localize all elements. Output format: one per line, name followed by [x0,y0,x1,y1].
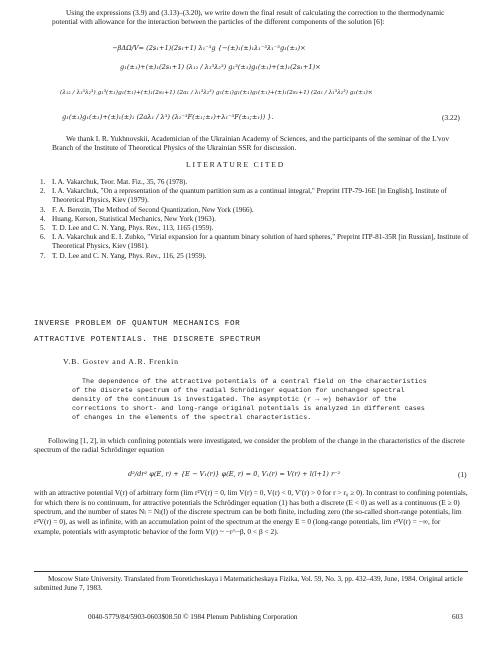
equation-1-number: (1) [458,470,467,479]
reference-list [40,178,480,261]
reference-item: 3. F. A. Berezin, The Method of Second Quantization, New York (1966). [40,205,254,214]
authors: V.B. Gostev and A.R. Frenkin [63,357,179,366]
intro-paragraph: Using the expressions (3.9) and (3.13)–(3.20), we write down the final result of calculating the correction to the thermodynamic potential with allowance for the interaction between the particles of the different components of the solution [6]: [52,8,445,27]
equation-3-22-number: (3.22) [442,113,460,122]
literature-cited-heading: LITERATURE CITED [186,160,286,169]
reference-item: 6. I. A. Vakarchuk and E. I. Zubko, "Virial expansion for a quantum binary solution of hard spheres," Preprint ITP-81-35R [in Russian], Institute of Theoretical Physics, Kiev (1981). [40,233,469,251]
reference-item: 7. T. D. Lee and C. N. Yang, Phys. Rev., 116, 25 (1959). [40,251,207,260]
equation-1: d²/dr² φ(E, r) + {E − V₁(r)} φ(E, r) = 0, V₁(r) = V(r) + l(l+1) r⁻² [128,470,341,478]
footnote-rule [34,571,468,572]
reference-item: 1. I. A. Vakarchuk, Teor. Mat. Fiz., 35, 76 (1978). [40,178,188,186]
equation-3-22-line-4: g₁(±₁)g₁(±₁)+(±)₁(±)₁ (2aλ₁ / λ³) (λ₁⁻³F(±₁;±₁)+λ₁⁻³F(±₁;±₁)) }. [62,113,274,121]
body-paragraph-1: Following [1, 2], in which confining potentials were investigated, we consider the problem of the change in the characteristics of the discrete spectrum of the radial Schrödinger equation [34,436,465,455]
page-number: 603 [452,613,463,621]
reference-item: 2. I. A. Vakarchuk, "On a representation of the quantum partition sum as a continual integral," Preprint ITP-79-16E [in English], Institute of Theoretical Physics, Kiev (1979). [40,187,447,205]
equation-3-22-line-3: (λ₁₂ / λ₁³λ₂³) g₁³(±₁)g₁(±₁)+(±)₁(2s₁+1) (2a₁ / λ₁³λ₂³) g₁(±₁)g₁(±₁)g₁(±₁)+(±)₁(2s₁+1) (2a₁ / λ₁³λ₂³) g₁(±₁)× [60,90,373,96]
reference-item: 5. T. D. Lee and C. N. Yang, Phys. Rev., 113, 1165 (1959). [40,224,214,233]
reference-item: 4. Huang, Kerson, Statistical Mechanics, New York (1963). [40,214,216,223]
equation-3-22-line-2: g₁(±₁)+(±)₁(2s₁+1) (λ₁₂ / λ₁³λ₂³) g₁³(±₁)g₁(±₁)+(±)₁(2s₁+1)× [120,63,321,71]
copyright-line: 0040-5779/84/5903-0603$08.50 © 1984 Plenum Publishing Corporation [88,613,298,621]
abstract: The dependence of the attractive potentials of a central field on the characteristics of the discrete spectrum of the radial Schrödinger equation for unchanged spectral density of the continuum is investigated. The asymptotic (r → ∞) behavior of the corrections to short- and long-range original potentials is analyzed in different cases of changes in the elements of the spectral characteristics. [72,378,427,421]
article-title-line-2: ATTRACTIVE POTENTIALS. THE DISCRETE SPECTRUM [34,336,261,344]
body-paragraph-2: with an attractive potential V(r) of arbitrary form (lim r²V(r) = 0, lim V(r) = 0, V(r) < 0, V′(r) > 0 for r > r₀ ≥ 0). In contrast to confining potentials, for which there is no continuum, for attractive potentials the Schrödinger equation (1) has both a discrete (E < 0) as well as a continuous (E ≥ 0) spectrum, and the number of states Nₗ = Nₗ(l) of the discrete spectrum can be both finite, including zero (the so-called short-range potentials, lim r²V(r) = 0), as well as infinite, with an accumulation point of the spectrum at the energy E = 0 (long-range potentials, lim r²V(r) = −∞, for example, potentials with asymptotic behavior of the form V(r) ~ −r^−β, 0 < β < 2). [34,488,468,536]
acknowledgment: We thank I. R. Yukhnovskii, Academician of the Ukrainian Academy of Sciences, and the participants of the seminar of the L'vov Branch of the Institute of Theoretical Physics of the Ukrainian SSR for discussion. [52,134,450,153]
article-title-line-1: INVERSE PROBLEM OF QUANTUM MECHANICS FOR [34,320,241,328]
equation-3-22-line-1: −βΔΩ/V= (2s₁+1)(2s₁+1) λ₁⁻³g {−(±)₁(±)₁λ₁⁻³λ₁⁻³g₁(±₁)× [112,44,306,52]
footnote: Moscow State University. Translated from Teoreticheskaya i Matematicheskaya Fizika, Vol. 59, No. 3, pp. 432–439, June, 1984. Original article submitted June 7, 1983. [34,575,463,592]
